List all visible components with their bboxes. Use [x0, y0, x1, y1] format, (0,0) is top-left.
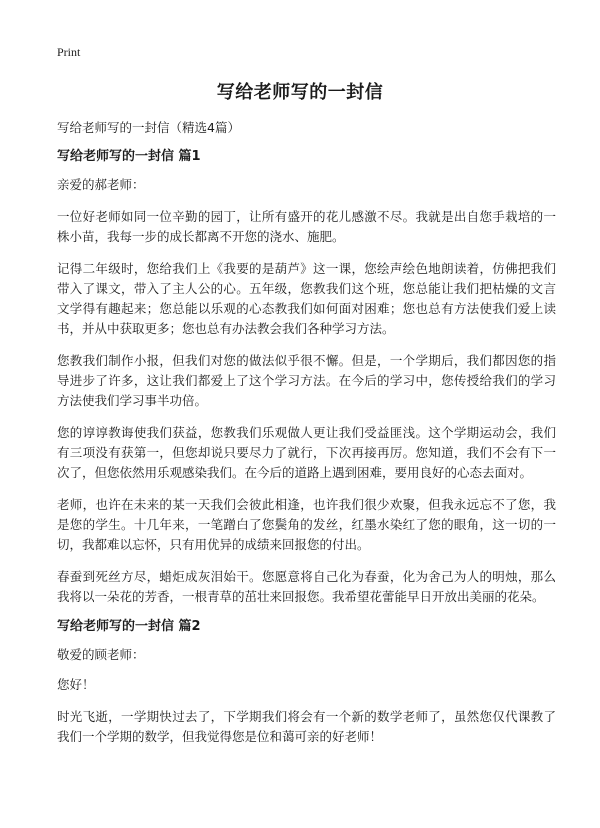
paragraph: 您教我们制作小报，但我们对您的做法似乎很不懈。但是，一个学期后，我们都因您的指导进步了许多，这让我们都爱上了这个学习方法。在今后的学习中，您传授给我们的学习方法使我们学习事半功倍。 — [57, 353, 556, 408]
paragraph: 老师，也许在未来的某一天我们会彼此相逢，也许我们很少欢聚，但我永远忘不了您，我是您的学生。十几年来，一笔蹭白了您鬓角的发丝，红墨水染红了您的眼角，这一切的一切，我都难以忘怀，只有用优异的成绩来回报您的付出。 — [57, 497, 556, 552]
document-subtitle: 写给老师写的一封信（精选4篇） — [57, 120, 240, 135]
greeting: 您好！ — [57, 677, 95, 692]
print-link[interactable]: Print — [57, 45, 81, 59]
section-heading-2: 写给老师写的一封信 篇2 — [57, 619, 201, 634]
page-title: 写给老师写的一封信 — [216, 82, 384, 103]
paragraph: 一位好老师如同一位辛勤的园丁，让所有盛开的花儿感激不尽。我就是出自您手栽培的一株小苗，我每一步的成长都离不开您的浇水、施肥。 — [57, 209, 556, 244]
paragraph: 您的谆谆教诲使我们获益，您教我们乐观做人更让我们受益匪浅。这个学期运动会，我们有三项没有获第一，但您却说只要尽力了就行，下次再接再厉。您知道，我们不会有下一次了，但您依然用乐观感染我们。在今后的道路上遇到困难，要用良好的心态去面对。 — [57, 425, 556, 480]
section-heading-1: 写给老师写的一封信 篇1 — [57, 149, 201, 164]
document-body — [57, 120, 556, 759]
paragraph: 时光飞逝，一学期快过去了，下学期我们将会有一个新的数学老师了，虽然您仅代课教了我们一个学期的数学，但我觉得您是位和蔼可亲的好老师！ — [57, 709, 556, 744]
salutation: 亲爱的郝老师： — [57, 177, 145, 192]
paragraph: 春蚕到死丝方尽，蜡炬成灰泪始干。您愿意将自己化为春蚕，化为舍己为人的明烛，那么我将以一朵花的芳香，一根青草的茁壮来回报您。我希望花蕾能早日开放出美丽的花朵。 — [57, 569, 556, 604]
salutation: 敬爱的顾老师： — [57, 647, 145, 662]
paragraph: 记得二年级时，您给我们上《我要的是葫芦》这一课，您绘声绘色地朗读着，仿佛把我们带入了课文，带入了主人公的心。五年级，您教我们这个班，您总能让我们把枯燥的文言文学得有趣起来；您总能以乐观的心态教我们如何面对困难；您也总有方法使我们爱上读书，并从中获取更多；您也总有办法教会我们各种学习方法。 — [57, 261, 556, 336]
